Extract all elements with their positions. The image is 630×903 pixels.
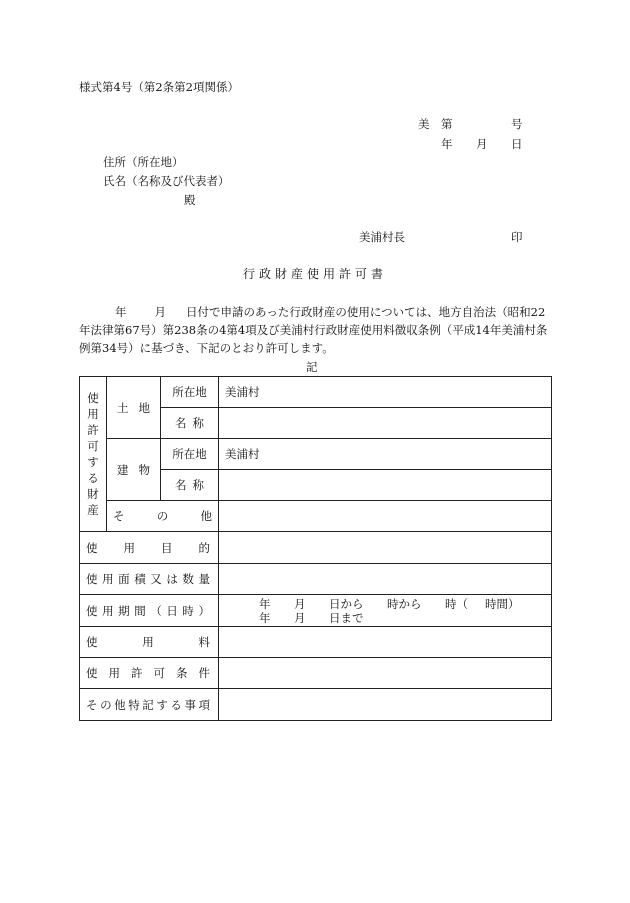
other-label: そ の 他: [107, 501, 219, 532]
land-label: 土 地: [117, 400, 150, 415]
other-value: [219, 501, 552, 532]
address-label: 住所（所在地）: [103, 155, 184, 169]
date-month: 月: [476, 137, 488, 151]
purpose-label: 使 用 目 的: [80, 532, 219, 564]
doc-number-prefix: 美: [418, 117, 430, 131]
area-label: 使 用 面 積 又 は 数 量: [80, 564, 219, 595]
body-text: 日付で申請のあった行政財産の使用については、地方自治法（昭和22年法律第67号）第238条の4第4項及び美浦村行政財産使用料徴収条例（平成14年美浦村条例第34号）に基づき、下記のとおり許可します。: [79, 305, 548, 355]
conditions-value: [219, 658, 552, 689]
purpose-value: [219, 532, 552, 564]
land-location-value: 美浦村: [219, 377, 552, 408]
seal-mark: 印: [511, 230, 523, 244]
property-header-cell: [80, 377, 107, 532]
doc-number-dai: 第: [441, 117, 453, 131]
form-number: 様式第4号（第2条第2項関係）: [79, 80, 239, 94]
body-date-month: 月: [154, 305, 166, 319]
document-title: 行政財産使用許可書: [242, 267, 387, 281]
land-name-value: [219, 408, 552, 439]
building-label: 建 物: [117, 462, 150, 477]
building-name-value: [219, 470, 552, 501]
honorific-dono: 殿: [184, 193, 196, 207]
property-header: 使 用 許 可 す る 財 産: [87, 391, 99, 517]
building-label-cell: [107, 439, 161, 501]
land-name-label: 名 称: [161, 408, 219, 439]
period-value: [219, 595, 552, 627]
body-paragraph: [79, 303, 554, 357]
land-label-cell: [107, 377, 161, 439]
fee-label: 使 用 料: [80, 627, 219, 658]
period-line-to: 年 月 日まで: [259, 610, 364, 625]
land-location-label: 所在地: [161, 377, 219, 408]
ki-heading: 記: [306, 360, 318, 374]
date-day: 日: [511, 137, 523, 151]
body-date-year: 年: [115, 305, 127, 319]
other-notes-value: [219, 689, 552, 721]
doc-number-go: 号: [511, 117, 523, 131]
building-location-value: 美浦村: [219, 439, 552, 470]
area-value: [219, 564, 552, 595]
period-label: 使 用 期 間 （ 日 時 ）: [80, 595, 219, 627]
period-line-from: 年 月 日から 時から 時（ 時間）: [259, 596, 520, 611]
issuer-name: 美浦村長: [359, 230, 405, 244]
other-notes-label: そ の 他 特 記 す る 事 項: [80, 689, 219, 721]
fee-value: [219, 627, 552, 658]
conditions-label: 使 用 許 可 条 件: [80, 658, 219, 689]
name-label: 氏名（名称及び代表者）: [103, 174, 230, 188]
building-name-label: 名 称: [161, 470, 219, 501]
date-year: 年: [441, 137, 453, 151]
building-location-label: 所在地: [161, 439, 219, 470]
permit-table: [79, 376, 552, 721]
